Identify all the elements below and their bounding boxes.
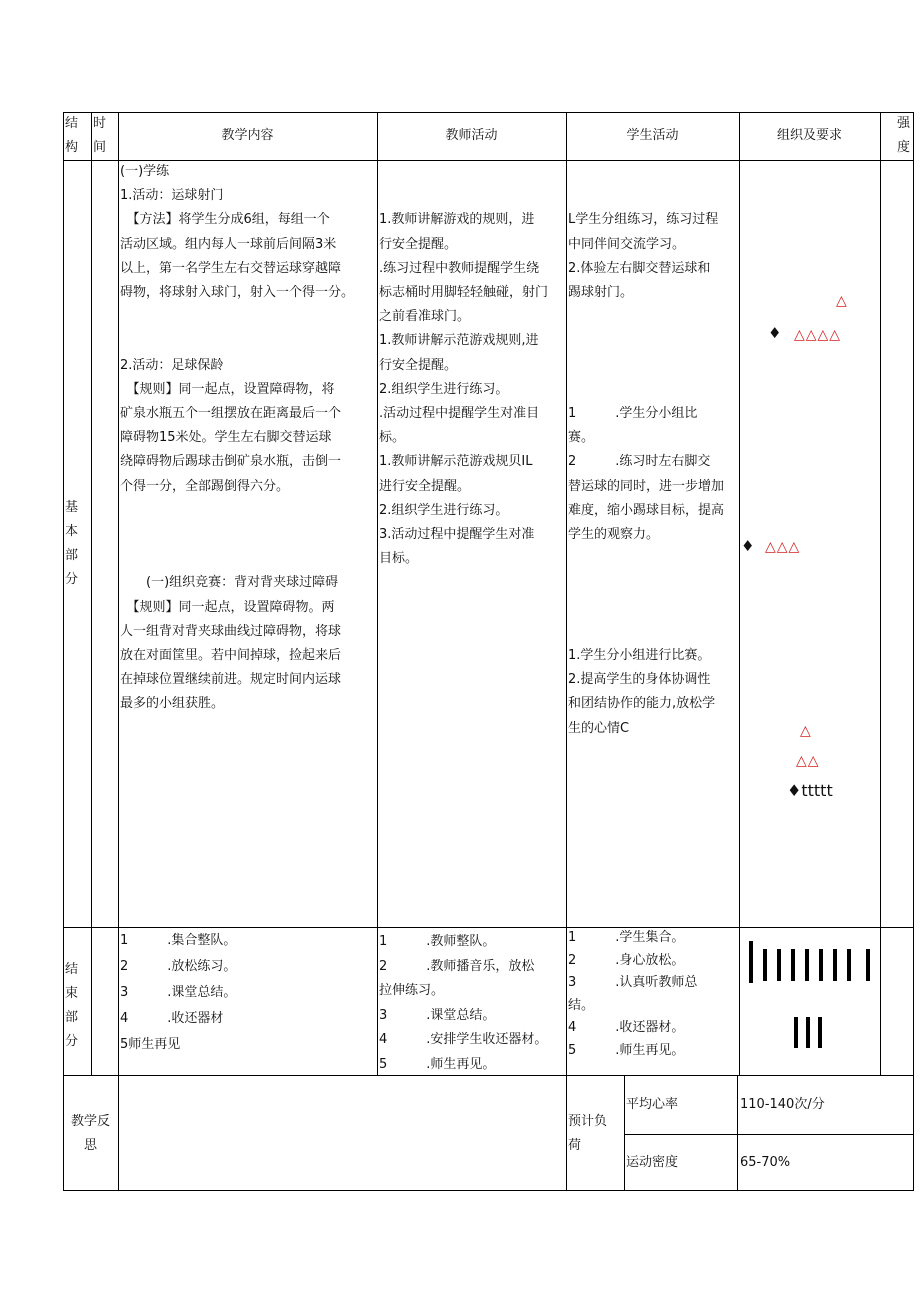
table-right-border [913,112,914,1191]
density-value: 65-70% [740,1155,791,1170]
text-line: 2 .放松练习。 [120,959,237,974]
header-structure: 结 构 [65,116,79,155]
text-line [120,499,382,523]
text-line: 5 .师生再见。 [568,1042,685,1058]
text-line [379,160,569,184]
tally-bar [749,941,753,983]
ending-teacher-text [379,930,569,1077]
text-line: 个得一分，全部踢倒得六分。 [120,478,290,494]
tally-bar [818,1017,822,1048]
text-line: 踢球射门。 [568,285,634,301]
text-line: 赛。 [568,430,595,446]
text-line: 放在对面筐里。若中间掉球，捡起来后 [120,648,342,664]
text-line: (一)学练 [120,164,170,179]
text-line: 替运球的同时，进一步增加 [568,478,725,494]
triangle-marker: △ [836,293,848,309]
text-line: 4 .收还器材。 [568,1020,685,1035]
tally-bar [806,1017,810,1048]
load-row-divider [624,1134,913,1135]
text-line: 学生的观察力。 [568,527,660,543]
text-line [568,378,742,402]
text-line [568,329,742,353]
text-line: 2.提高学生的身体协调性 [568,672,711,688]
triangle-row-marker: △△△ [765,539,801,555]
text-line [568,620,742,644]
text-line: 拉伸练习。 [379,983,445,998]
text-line: 1 .学生分小组比 [568,406,698,422]
text-line: 5师生再见 [120,1037,181,1052]
text-line [568,160,742,184]
text-line: 1.学生分小组进行比赛。 [568,648,711,664]
text-line [120,523,382,547]
text-line: 2.体验左右脚交替运球和 [568,260,711,276]
text-line [568,596,742,620]
text-line: 中同伴间交流学习。 [568,236,686,252]
text-line: 【规则】同一起点，设置障碍物。两 [120,599,335,615]
formation-marker: ♦ttttt [787,781,833,800]
text-line: 标志桶时用脚轻轻触碰，射门 [379,285,549,301]
text-line [379,184,569,208]
text-line: 碍物，将球射入球门，射入一个得一分。 [120,285,355,301]
ending-content-text [120,928,375,1058]
text-line: 行安全提醒。 [379,357,458,373]
text-line [568,184,742,208]
text-line: 【规则】同一起点，设置障碍物，将 [120,381,335,397]
ending-section-label: 结 束 部 分 [65,962,79,1049]
tally-bar [791,949,795,981]
text-line: 2.活动：足球保龄 [120,357,224,373]
text-line [568,305,742,329]
expected-load-label: 预计负 荷 [568,1114,608,1153]
tally-bar [819,949,823,981]
basic-student-text [568,160,742,741]
text-line: 活动区域。组内每人一球前后间隔3米 [120,236,337,252]
density-label: 运动密度 [626,1155,679,1170]
text-line: 在掉球位置继续前进。规定时间内运球 [120,672,342,688]
load-divider-2 [737,1075,738,1191]
triangle-marker: △ [800,723,812,739]
text-line: 1 .学生集合。 [568,930,685,945]
teacher-diamond-icon: ♦ [741,537,755,555]
text-line: 人一组背对背夹球曲线过障碍物，将球 [120,623,342,639]
text-line: 2 .教师播音乐，放松 [379,958,535,974]
text-line: 2 .身心放松。 [568,952,685,968]
header-intensity: 强 度 [897,116,911,155]
text-line: 1.教师讲解示范游戏规则,进 [379,333,539,349]
text-line: 绕障碍物后踢球击倒矿泉水瓶，击倒一 [120,454,342,470]
text-line: 3.活动过程中提醒学生对准 [379,527,535,543]
text-line: 3 .课堂总结。 [120,985,237,1000]
ending-student-text [568,927,738,1062]
text-line: 1 .集合整队。 [120,933,237,948]
text-line: 标。 [379,430,406,446]
basic-section-label: 基 本 部 分 [65,500,79,587]
tally-bar [866,949,870,981]
header-time: 时 间 [93,116,107,155]
text-line [120,329,382,353]
basic-content-text [120,160,382,717]
text-line: 以上，第一名学生左右交替运球穿越障 [120,260,342,276]
text-line: (一)组织竞赛：背对背夹球过障碍 [120,575,339,591]
text-line: 5 .师生再见。 [379,1056,496,1072]
text-line: 2.组织学生进行练习。 [379,502,509,518]
triangle-row-marker: △△△△ [794,327,842,343]
tally-bar [847,949,851,981]
text-line: .活动过程中提醒学生对准目 [379,406,540,422]
text-line: 生的心情C [568,720,630,736]
teacher-diamond-icon: ♦ [768,324,782,342]
header-content: 教学内容 [221,128,274,143]
text-line: 【方法】将学生分成6组，每组一个 [120,212,330,228]
text-line: 结。 [568,997,595,1013]
tally-bar [777,949,781,981]
text-line: 目标。 [379,551,419,567]
text-line: 1.教师讲解示范游戏规贝IL [379,454,533,470]
text-line: 4 .收还器材 [120,1011,224,1026]
text-line: 障碍物15米处。学生左右脚交替运球 [120,430,332,446]
basic-teacher-text [379,160,569,571]
header-org: 组织及要求 [776,128,842,143]
text-line: 进行安全提醒。 [379,478,471,494]
table-left-border [63,112,64,1191]
table-top-border [63,112,913,113]
text-line [568,547,742,571]
table-bottom-border [63,1190,913,1191]
text-line: .练习过程中教师提醒学生绕 [379,260,540,276]
heart-rate-label: 平均心率 [626,1097,679,1112]
text-line [120,305,382,329]
text-line: 2.组织学生进行练习。 [379,381,509,397]
tally-bar [833,949,837,981]
text-line: 4 .安排学生收还器材。 [379,1032,548,1047]
text-line: 3 .课堂总结。 [379,1007,496,1023]
header-student: 学生活动 [626,128,679,143]
col-divider-2 [118,112,119,1191]
load-divider-1 [624,1075,625,1191]
text-line: 行安全提醒。 [379,236,458,252]
heart-rate-value: 110-140次/分 [740,1097,825,1112]
text-line [568,571,742,595]
text-line: 1.教师讲解游戏的规则，进 [379,212,535,228]
text-line: L学生分组练习，练习过程 [568,212,719,228]
text-line [120,547,382,571]
header-teacher: 教师活动 [445,128,498,143]
text-line [568,354,742,378]
tally-bar [794,1017,798,1048]
col-divider-6 [880,112,881,1075]
tally-bar [805,949,809,981]
text-line: 难度，缩小踢球目标，提高 [568,502,725,518]
triangle-row-marker: △△ [796,753,820,769]
col-divider-1 [91,112,92,1075]
text-line: 矿泉水瓶五个一组摆放在距离最后一个 [120,406,342,422]
text-line: 最多的小组获胜。 [120,696,225,712]
text-line: 1 .教师整队。 [379,934,496,949]
text-line: 2 .练习时左右脚交 [568,454,711,470]
reflection-label: 教学反 思 [70,1114,110,1153]
text-line: 和团结协作的能力,放松学 [568,696,716,712]
text-line: 3 .认真听教师总 [568,975,698,990]
text-line: 1.活动：运球射门 [120,188,224,204]
tally-bar [763,949,767,981]
text-line: 之前看准球门。 [379,309,471,325]
